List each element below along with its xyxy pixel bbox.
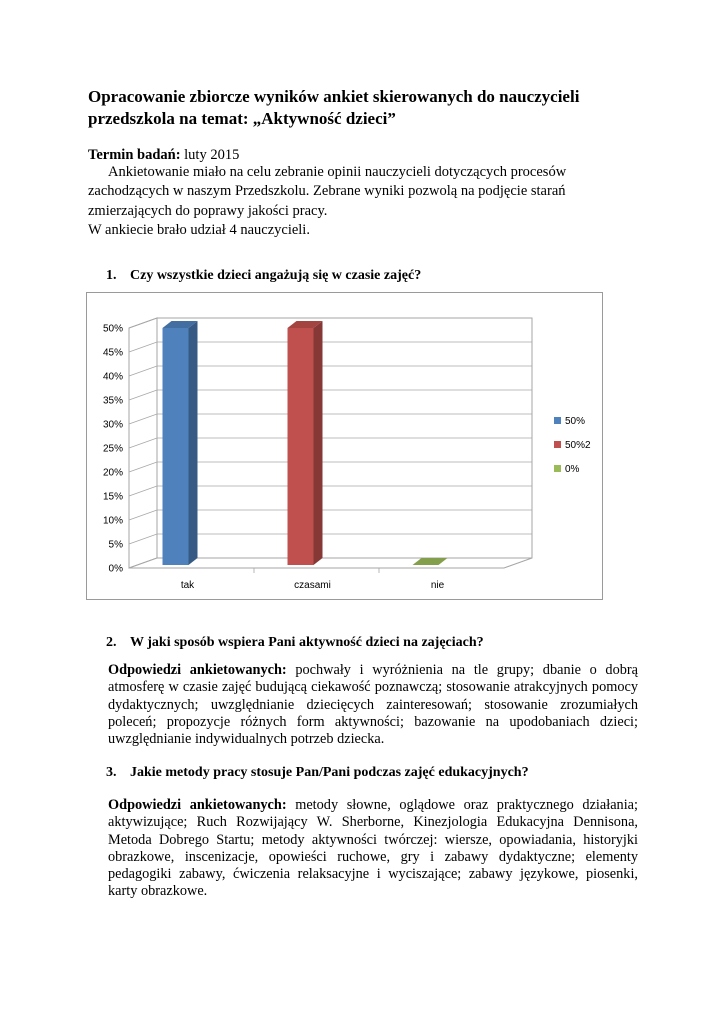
question-3-text: Jakie metody pracy stosuje Pan/Pani podczas zajęć edukacyjnych? bbox=[130, 765, 529, 780]
y-tick-label: 30% bbox=[102, 419, 123, 431]
question-2-answer-label: Odpowiedzi ankietowanych: bbox=[108, 662, 287, 678]
x-tick-label: nie bbox=[430, 580, 445, 591]
legend-label: 50%2 bbox=[565, 440, 591, 451]
legend-swatch bbox=[554, 465, 561, 472]
question-2-answer bbox=[108, 662, 638, 748]
intro-line-2: zachodzących w naszym Przedszkolu. Zebrane wyniki pozwolą na podjęcie starań bbox=[88, 183, 566, 199]
question-1-number: 1. bbox=[106, 268, 117, 283]
y-tick-label: 10% bbox=[102, 515, 123, 527]
bar-chart bbox=[87, 293, 604, 601]
question-3-number: 3. bbox=[106, 765, 117, 780]
legend-label: 0% bbox=[565, 464, 580, 475]
title-line-2: przedszkola na temat: „Aktywność dzieci” bbox=[88, 109, 396, 128]
bar-side-tak bbox=[189, 321, 198, 565]
survey-date-label: Termin badań: bbox=[88, 147, 181, 163]
intro-line-4: W ankiecie brało udział 4 nauczycieli. bbox=[88, 222, 310, 238]
x-tick-label: tak bbox=[180, 580, 195, 591]
document-title bbox=[88, 86, 648, 130]
legend-swatch bbox=[554, 441, 561, 448]
question-2-answer-text: pochwały i wyróżnienia na tle grupy; dbanie o dobrą atmosferę w czasie zajęć budującą ciekawość poznawczą; stosowanie atrakcyjnych pomocy dydaktycznych; uwzględnianie dziecięcych zainteresowań; stosowanie zrozumiałych poleceń; propozycje różnych form aktywności; bazowanie na upodobaniach dzieci; uwzględnianie indywidualnych potrzeb dziecka. bbox=[108, 662, 638, 748]
bar-side-czasami bbox=[314, 321, 323, 565]
question-1-text: Czy wszystkie dzieci angażują się w czasie zajęć? bbox=[130, 268, 422, 283]
y-tick-label: 20% bbox=[102, 467, 123, 479]
legend-swatch bbox=[554, 417, 561, 424]
y-tick-label: 25% bbox=[102, 443, 123, 455]
bar-czasami bbox=[288, 328, 314, 565]
chart-frame bbox=[86, 292, 603, 600]
question-2-text: W jaki sposób wspiera Pani aktywność dzieci na zajęciach? bbox=[130, 635, 484, 650]
question-1 bbox=[106, 268, 421, 284]
question-2-number: 2. bbox=[106, 635, 117, 650]
y-tick-label: 50% bbox=[102, 323, 123, 335]
question-3 bbox=[106, 765, 529, 781]
y-tick-label: 45% bbox=[102, 347, 123, 359]
y-tick-label: 5% bbox=[108, 539, 123, 551]
y-tick-label: 35% bbox=[102, 395, 123, 407]
question-3-answer bbox=[108, 797, 638, 901]
bar-tak bbox=[163, 328, 189, 565]
title-line-1: Opracowanie zbiorcze wyników ankiet skierowanych do nauczycieli bbox=[88, 87, 580, 106]
intro-line-3: zmierzających do poprawy jakości pracy. bbox=[88, 203, 328, 219]
question-3-answer-text: metody słowne, oglądowe oraz praktycznego działania; aktywizujące; Ruch Rozwijający W. Sherborne, Kinezjologia Edukacyjna Dennisona, Metoda Dobrego Startu; metody aktywności twórczej: wiersze, opowiadania, historyjki obrazkowe, inscenizacje, opowieści ruchowe, gry i zabawy dydaktyczne; elementy pedagogiki zabawy, ćwiczenia relaksacyjne i wyciszające; zabawy językowe, piosenki, karty obrazkowe. bbox=[108, 797, 638, 900]
y-tick-label: 40% bbox=[102, 371, 123, 383]
survey-date-value: luty 2015 bbox=[180, 147, 240, 163]
question-3-answer-label: Odpowiedzi ankietowanych: bbox=[108, 797, 287, 813]
x-tick-label: czasami bbox=[294, 580, 331, 591]
legend-label: 50% bbox=[565, 416, 586, 427]
question-2 bbox=[106, 635, 484, 651]
y-tick-label: 0% bbox=[108, 563, 123, 575]
intro-line-1: Ankietowanie miało na celu zebranie opinii nauczycieli dotyczących procesów bbox=[108, 164, 567, 180]
y-tick-label: 15% bbox=[102, 491, 123, 503]
